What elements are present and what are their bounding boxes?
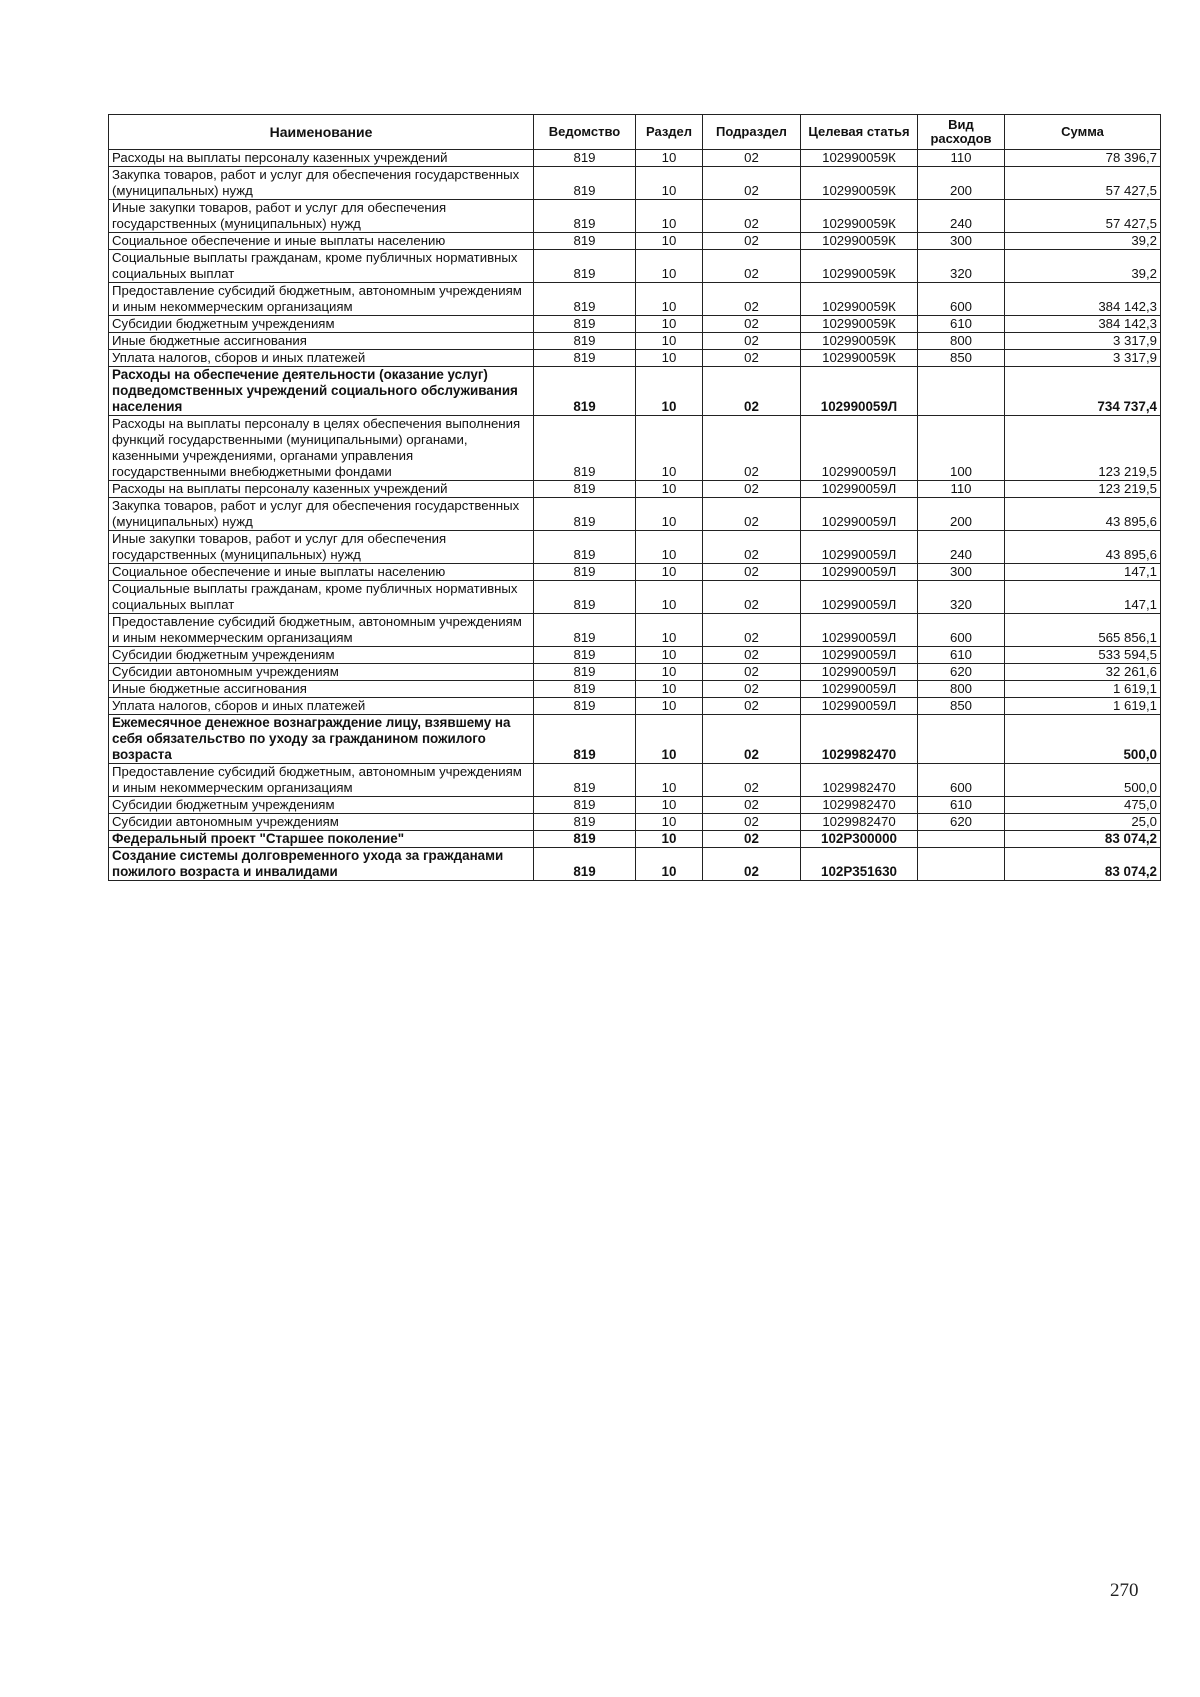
cell-amount: 43 895,6 bbox=[1005, 531, 1161, 564]
cell-subsection: 02 bbox=[703, 367, 801, 416]
cell-department: 819 bbox=[534, 581, 636, 614]
cell-section: 10 bbox=[636, 797, 703, 814]
cell-department: 819 bbox=[534, 664, 636, 681]
cell-expense-type: 610 bbox=[918, 647, 1005, 664]
cell-name: Уплата налогов, сборов и иных платежей bbox=[109, 698, 534, 715]
cell-section: 10 bbox=[636, 233, 703, 250]
cell-section: 10 bbox=[636, 481, 703, 498]
column-header-amount: Сумма bbox=[1005, 115, 1161, 150]
cell-subsection: 02 bbox=[703, 498, 801, 531]
cell-department: 819 bbox=[534, 681, 636, 698]
cell-subsection: 02 bbox=[703, 167, 801, 200]
cell-department: 819 bbox=[534, 250, 636, 283]
cell-section: 10 bbox=[636, 664, 703, 681]
cell-section: 10 bbox=[636, 250, 703, 283]
cell-department: 819 bbox=[534, 614, 636, 647]
cell-department: 819 bbox=[534, 150, 636, 167]
cell-amount: 475,0 bbox=[1005, 797, 1161, 814]
cell-target: 102990059Л bbox=[801, 481, 918, 498]
cell-expense-type: 320 bbox=[918, 581, 1005, 614]
cell-section: 10 bbox=[636, 715, 703, 764]
cell-amount: 39,2 bbox=[1005, 233, 1161, 250]
cell-target: 1029982470 bbox=[801, 797, 918, 814]
cell-expense-type: 850 bbox=[918, 698, 1005, 715]
cell-subsection: 02 bbox=[703, 614, 801, 647]
cell-subsection: 02 bbox=[703, 416, 801, 481]
cell-department: 819 bbox=[534, 367, 636, 416]
cell-target: 102990059Л bbox=[801, 647, 918, 664]
cell-expense-type bbox=[918, 848, 1005, 881]
table-row bbox=[109, 498, 1161, 531]
cell-amount: 39,2 bbox=[1005, 250, 1161, 283]
table-row bbox=[109, 150, 1161, 167]
cell-amount: 57 427,5 bbox=[1005, 167, 1161, 200]
cell-amount: 734 737,4 bbox=[1005, 367, 1161, 416]
cell-name: Иные бюджетные ассигнования bbox=[109, 681, 534, 698]
cell-target: 102990059Л bbox=[801, 581, 918, 614]
cell-expense-type: 620 bbox=[918, 664, 1005, 681]
cell-name: Иные закупки товаров, работ и услуг для обеспечения государственных (муниципальных) нужд bbox=[109, 531, 534, 564]
cell-target: 102990059К bbox=[801, 350, 918, 367]
column-header-department: Ведомство bbox=[534, 115, 636, 150]
cell-amount: 57 427,5 bbox=[1005, 200, 1161, 233]
cell-subsection: 02 bbox=[703, 250, 801, 283]
cell-subsection: 02 bbox=[703, 531, 801, 564]
cell-amount: 500,0 bbox=[1005, 715, 1161, 764]
table-row bbox=[109, 283, 1161, 316]
cell-expense-type: 600 bbox=[918, 764, 1005, 797]
cell-name: Создание системы долговременного ухода за гражданами пожилого возраста и инвалидами bbox=[109, 848, 534, 881]
cell-name: Расходы на выплаты персоналу казенных учреждений bbox=[109, 481, 534, 498]
cell-name: Субсидии бюджетным учреждениям bbox=[109, 797, 534, 814]
cell-target: 102990059Л bbox=[801, 367, 918, 416]
cell-expense-type bbox=[918, 367, 1005, 416]
cell-expense-type: 620 bbox=[918, 814, 1005, 831]
table-row bbox=[109, 698, 1161, 715]
table-row bbox=[109, 614, 1161, 647]
table-body bbox=[109, 150, 1161, 881]
cell-name: Предоставление субсидий бюджетным, автономным учреждениям и иным некоммерческим организациям bbox=[109, 283, 534, 316]
cell-section: 10 bbox=[636, 531, 703, 564]
cell-subsection: 02 bbox=[703, 564, 801, 581]
cell-target: 102990059Л bbox=[801, 614, 918, 647]
cell-section: 10 bbox=[636, 283, 703, 316]
cell-target: 102990059Л bbox=[801, 531, 918, 564]
cell-amount: 565 856,1 bbox=[1005, 614, 1161, 647]
column-header-target: Целевая статья bbox=[801, 115, 918, 150]
cell-target: 102990059Л bbox=[801, 664, 918, 681]
cell-section: 10 bbox=[636, 367, 703, 416]
table-row bbox=[109, 167, 1161, 200]
cell-subsection: 02 bbox=[703, 814, 801, 831]
cell-expense-type: 610 bbox=[918, 316, 1005, 333]
cell-name: Социальные выплаты гражданам, кроме публичных нормативных социальных выплат bbox=[109, 250, 534, 283]
cell-name: Иные бюджетные ассигнования bbox=[109, 333, 534, 350]
cell-target: 102990059К bbox=[801, 283, 918, 316]
cell-target: 102Р300000 bbox=[801, 831, 918, 848]
cell-amount: 1 619,1 bbox=[1005, 681, 1161, 698]
cell-section: 10 bbox=[636, 150, 703, 167]
cell-amount: 123 219,5 bbox=[1005, 481, 1161, 498]
cell-target: 102990059К bbox=[801, 150, 918, 167]
cell-target: 102990059К bbox=[801, 316, 918, 333]
cell-section: 10 bbox=[636, 831, 703, 848]
column-header-name: Наименование bbox=[109, 115, 534, 150]
cell-section: 10 bbox=[636, 647, 703, 664]
cell-name: Иные закупки товаров, работ и услуг для обеспечения государственных (муниципальных) нужд bbox=[109, 200, 534, 233]
table-row bbox=[109, 715, 1161, 764]
table-row bbox=[109, 481, 1161, 498]
column-header-section: Раздел bbox=[636, 115, 703, 150]
cell-expense-type: 600 bbox=[918, 283, 1005, 316]
column-header-expense-type: Вид расходов bbox=[918, 115, 1005, 150]
cell-target: 102990059Л bbox=[801, 416, 918, 481]
cell-amount: 83 074,2 bbox=[1005, 848, 1161, 881]
cell-name: Расходы на выплаты персоналу в целях обеспечения выполнения функций государственными (муниципальными) органами, казенными учреждениями, органами управления государственными внебюджетными фондами bbox=[109, 416, 534, 481]
cell-subsection: 02 bbox=[703, 797, 801, 814]
cell-section: 10 bbox=[636, 333, 703, 350]
table-row bbox=[109, 367, 1161, 416]
cell-target: 102990059К bbox=[801, 233, 918, 250]
cell-section: 10 bbox=[636, 416, 703, 481]
cell-expense-type: 240 bbox=[918, 200, 1005, 233]
cell-name: Расходы на обеспечение деятельности (оказание услуг) подведомственных учреждений социального обслуживания населения bbox=[109, 367, 534, 416]
cell-subsection: 02 bbox=[703, 233, 801, 250]
cell-subsection: 02 bbox=[703, 481, 801, 498]
cell-target: 102Р351630 bbox=[801, 848, 918, 881]
cell-amount: 43 895,6 bbox=[1005, 498, 1161, 531]
table-row bbox=[109, 831, 1161, 848]
table-row bbox=[109, 416, 1161, 481]
cell-department: 819 bbox=[534, 283, 636, 316]
cell-target: 102990059К bbox=[801, 167, 918, 200]
cell-name: Субсидии бюджетным учреждениям bbox=[109, 316, 534, 333]
cell-amount: 384 142,3 bbox=[1005, 316, 1161, 333]
cell-section: 10 bbox=[636, 316, 703, 333]
cell-name: Ежемесячное денежное вознаграждение лицу, взявшему на себя обязательство по уходу за гражданином пожилого возраста bbox=[109, 715, 534, 764]
cell-section: 10 bbox=[636, 764, 703, 797]
cell-subsection: 02 bbox=[703, 831, 801, 848]
cell-subsection: 02 bbox=[703, 715, 801, 764]
cell-subsection: 02 bbox=[703, 150, 801, 167]
cell-name: Субсидии автономным учреждениям bbox=[109, 664, 534, 681]
cell-name: Предоставление субсидий бюджетным, автономным учреждениям и иным некоммерческим организациям bbox=[109, 764, 534, 797]
cell-section: 10 bbox=[636, 564, 703, 581]
column-header-subsection: Подраздел bbox=[703, 115, 801, 150]
cell-expense-type bbox=[918, 715, 1005, 764]
cell-expense-type: 320 bbox=[918, 250, 1005, 283]
table-row bbox=[109, 664, 1161, 681]
cell-section: 10 bbox=[636, 614, 703, 647]
cell-subsection: 02 bbox=[703, 200, 801, 233]
cell-subsection: 02 bbox=[703, 647, 801, 664]
cell-subsection: 02 bbox=[703, 664, 801, 681]
table-header-row bbox=[109, 115, 1161, 150]
cell-expense-type: 110 bbox=[918, 150, 1005, 167]
cell-amount: 147,1 bbox=[1005, 564, 1161, 581]
cell-section: 10 bbox=[636, 200, 703, 233]
table-row bbox=[109, 764, 1161, 797]
cell-department: 819 bbox=[534, 333, 636, 350]
cell-department: 819 bbox=[534, 647, 636, 664]
cell-amount: 500,0 bbox=[1005, 764, 1161, 797]
table-row bbox=[109, 250, 1161, 283]
table-row bbox=[109, 647, 1161, 664]
cell-amount: 78 396,7 bbox=[1005, 150, 1161, 167]
table-row bbox=[109, 814, 1161, 831]
cell-name: Федеральный проект "Старшее поколение" bbox=[109, 831, 534, 848]
cell-department: 819 bbox=[534, 416, 636, 481]
cell-department: 819 bbox=[534, 764, 636, 797]
cell-department: 819 bbox=[534, 200, 636, 233]
cell-department: 819 bbox=[534, 831, 636, 848]
cell-expense-type: 240 bbox=[918, 531, 1005, 564]
cell-section: 10 bbox=[636, 581, 703, 614]
cell-department: 819 bbox=[534, 167, 636, 200]
cell-target: 102990059Л bbox=[801, 498, 918, 531]
page-number: 270 bbox=[1110, 1580, 1139, 1601]
cell-name: Социальное обеспечение и иные выплаты населению bbox=[109, 564, 534, 581]
cell-department: 819 bbox=[534, 797, 636, 814]
cell-target: 102990059К bbox=[801, 200, 918, 233]
cell-target: 102990059Л bbox=[801, 698, 918, 715]
cell-name: Субсидии автономным учреждениям bbox=[109, 814, 534, 831]
cell-name: Предоставление субсидий бюджетным, автономным учреждениям и иным некоммерческим организациям bbox=[109, 614, 534, 647]
cell-department: 819 bbox=[534, 715, 636, 764]
cell-department: 819 bbox=[534, 814, 636, 831]
cell-department: 819 bbox=[534, 531, 636, 564]
cell-name: Социальное обеспечение и иные выплаты населению bbox=[109, 233, 534, 250]
table-row bbox=[109, 333, 1161, 350]
table-row bbox=[109, 316, 1161, 333]
cell-expense-type: 800 bbox=[918, 333, 1005, 350]
cell-expense-type bbox=[918, 831, 1005, 848]
table-row bbox=[109, 797, 1161, 814]
cell-target: 1029982470 bbox=[801, 715, 918, 764]
cell-section: 10 bbox=[636, 848, 703, 881]
cell-section: 10 bbox=[636, 498, 703, 531]
cell-subsection: 02 bbox=[703, 350, 801, 367]
cell-expense-type: 300 bbox=[918, 233, 1005, 250]
cell-expense-type: 100 bbox=[918, 416, 1005, 481]
cell-amount: 147,1 bbox=[1005, 581, 1161, 614]
cell-target: 1029982470 bbox=[801, 764, 918, 797]
cell-amount: 25,0 bbox=[1005, 814, 1161, 831]
cell-name: Закупка товаров, работ и услуг для обеспечения государственных (муниципальных) нужд bbox=[109, 167, 534, 200]
cell-department: 819 bbox=[534, 481, 636, 498]
cell-expense-type: 200 bbox=[918, 498, 1005, 531]
cell-department: 819 bbox=[534, 698, 636, 715]
cell-name: Социальные выплаты гражданам, кроме публичных нормативных социальных выплат bbox=[109, 581, 534, 614]
cell-subsection: 02 bbox=[703, 698, 801, 715]
cell-department: 819 bbox=[534, 316, 636, 333]
cell-name: Расходы на выплаты персоналу казенных учреждений bbox=[109, 150, 534, 167]
cell-target: 102990059Л bbox=[801, 564, 918, 581]
cell-subsection: 02 bbox=[703, 764, 801, 797]
cell-name: Субсидии бюджетным учреждениям bbox=[109, 647, 534, 664]
table-row bbox=[109, 200, 1161, 233]
cell-amount: 384 142,3 bbox=[1005, 283, 1161, 316]
cell-amount: 533 594,5 bbox=[1005, 647, 1161, 664]
cell-target: 102990059К bbox=[801, 333, 918, 350]
cell-expense-type: 610 bbox=[918, 797, 1005, 814]
cell-section: 10 bbox=[636, 698, 703, 715]
cell-department: 819 bbox=[534, 498, 636, 531]
cell-amount: 1 619,1 bbox=[1005, 698, 1161, 715]
table-row bbox=[109, 581, 1161, 614]
cell-section: 10 bbox=[636, 350, 703, 367]
cell-subsection: 02 bbox=[703, 848, 801, 881]
table-row bbox=[109, 848, 1161, 881]
cell-expense-type: 600 bbox=[918, 614, 1005, 647]
cell-department: 819 bbox=[534, 233, 636, 250]
cell-target: 1029982470 bbox=[801, 814, 918, 831]
cell-subsection: 02 bbox=[703, 316, 801, 333]
cell-section: 10 bbox=[636, 167, 703, 200]
cell-amount: 123 219,5 bbox=[1005, 416, 1161, 481]
cell-expense-type: 200 bbox=[918, 167, 1005, 200]
cell-department: 819 bbox=[534, 848, 636, 881]
cell-expense-type: 850 bbox=[918, 350, 1005, 367]
table-row bbox=[109, 233, 1161, 250]
cell-expense-type: 110 bbox=[918, 481, 1005, 498]
cell-subsection: 02 bbox=[703, 581, 801, 614]
cell-department: 819 bbox=[534, 564, 636, 581]
cell-name: Уплата налогов, сборов и иных платежей bbox=[109, 350, 534, 367]
cell-amount: 32 261,6 bbox=[1005, 664, 1161, 681]
cell-amount: 3 317,9 bbox=[1005, 350, 1161, 367]
cell-section: 10 bbox=[636, 681, 703, 698]
cell-department: 819 bbox=[534, 350, 636, 367]
cell-section: 10 bbox=[636, 814, 703, 831]
table-row bbox=[109, 681, 1161, 698]
cell-subsection: 02 bbox=[703, 681, 801, 698]
cell-subsection: 02 bbox=[703, 283, 801, 316]
cell-expense-type: 800 bbox=[918, 681, 1005, 698]
table-row bbox=[109, 531, 1161, 564]
budget-table bbox=[108, 114, 1161, 881]
cell-name: Закупка товаров, работ и услуг для обеспечения государственных (муниципальных) нужд bbox=[109, 498, 534, 531]
cell-amount: 83 074,2 bbox=[1005, 831, 1161, 848]
cell-target: 102990059К bbox=[801, 250, 918, 283]
table-row bbox=[109, 564, 1161, 581]
cell-target: 102990059Л bbox=[801, 681, 918, 698]
table-row bbox=[109, 350, 1161, 367]
cell-amount: 3 317,9 bbox=[1005, 333, 1161, 350]
cell-subsection: 02 bbox=[703, 333, 801, 350]
cell-expense-type: 300 bbox=[918, 564, 1005, 581]
